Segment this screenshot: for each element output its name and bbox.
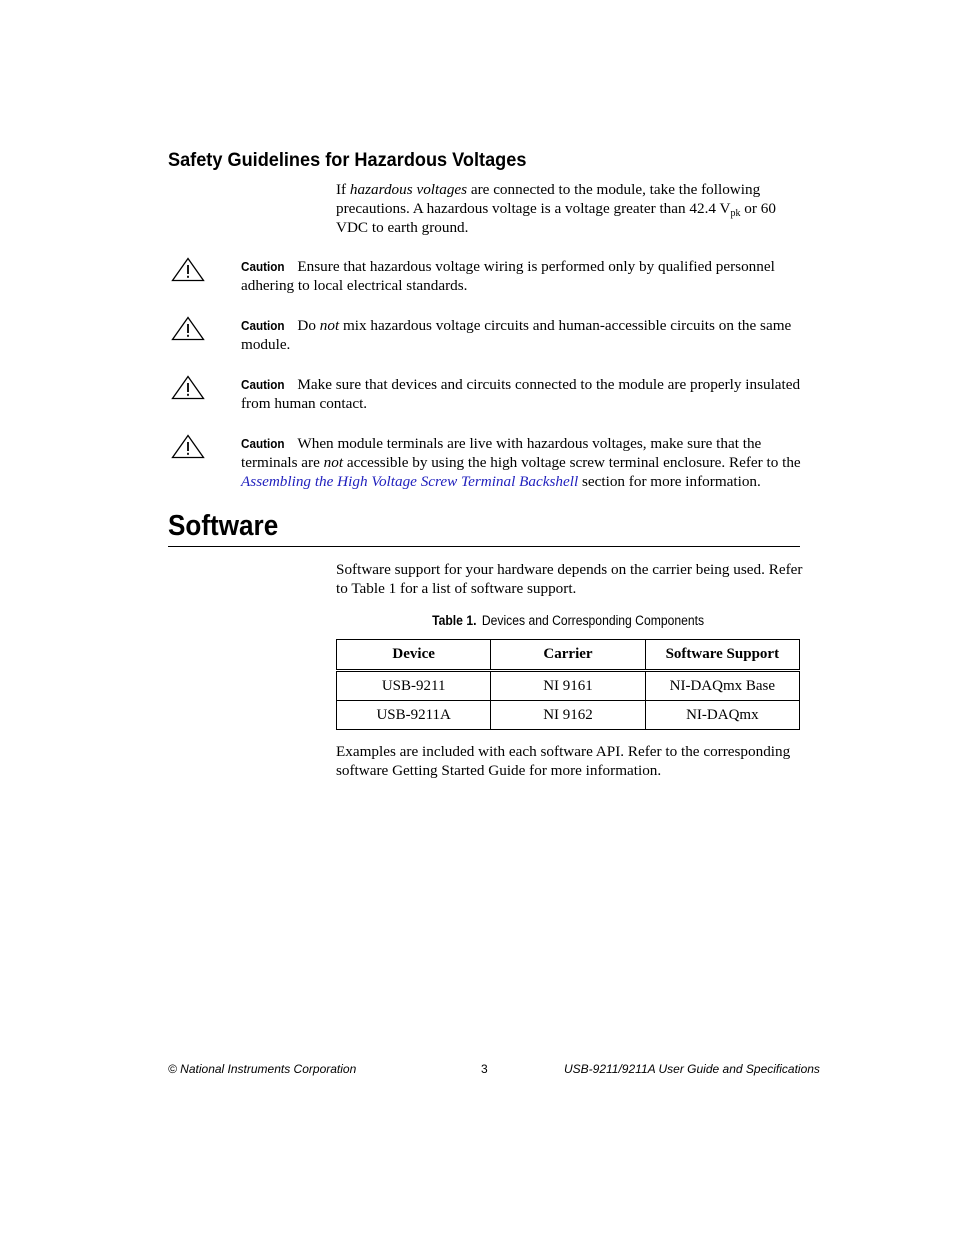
table-cell: NI-DAQmx Base (645, 671, 799, 701)
table-row (337, 671, 800, 701)
warning-triangle-icon (171, 257, 205, 282)
backshell-section-link[interactable]: Assembling the High Voltage Screw Terminal Backshell (241, 473, 579, 490)
footer-page-number: 3 (481, 1062, 488, 1076)
table-caption-text: Devices and Corresponding Components (481, 613, 704, 628)
caution-text: Caution Make sure that devices and circuits connected to the module are properly insulated from human contact. (241, 376, 801, 412)
table-row (337, 701, 800, 730)
caution-label: Caution (241, 259, 285, 274)
caution-text: Caution When module terminals are live with hazardous voltages, make sure that the terminals are not accessible by using the high voltage screw terminal enclosure. Refer to the Assembling the High Voltage Screw Terminal Backshell section for more information. (241, 435, 801, 490)
table-header-cell: Carrier (491, 640, 645, 671)
table-cell: NI 9162 (491, 701, 645, 730)
warning-triangle-icon (171, 434, 205, 459)
table-cell: NI-DAQmx (645, 701, 799, 730)
table-caption-label: Table 1. (432, 613, 477, 628)
caution-label: Caution (241, 318, 285, 333)
table-cell: USB-9211 (337, 671, 491, 701)
software-intro-paragraph: Software support for your hardware depends on the carrier being used. Refer to Table 1 for a list of software support. (336, 561, 803, 597)
footer-document-title: USB-9211/9211A User Guide and Specifications (564, 1062, 820, 1076)
caution-label: Caution (241, 377, 285, 392)
devices-table (336, 639, 800, 730)
section-heading-software: Software (168, 510, 279, 542)
warning-triangle-icon (171, 375, 205, 400)
heading-rule (168, 546, 800, 547)
table-header-row (337, 640, 800, 671)
caution-label: Caution (241, 436, 285, 451)
safety-intro-paragraph: If hazardous voltages are connected to the module, take the following precautions. A hazardous voltage is a voltage greater than 42.4 $V_{pk}$ or 60 VDC to earth ground. (336, 181, 776, 236)
caution-text: Caution Ensure that hazardous voltage wiring is performed only by qualified personnel adhering to local electrical standards. (241, 258, 775, 294)
table-header-cell: Device (337, 640, 491, 671)
caution-text: Caution Do not mix hazardous voltage circuits and human-accessible circuits on the same module. (241, 317, 792, 353)
table-caption (336, 612, 800, 630)
table-cell: NI 9161 (491, 671, 645, 701)
table-cell: USB-9211A (337, 701, 491, 730)
table-header-cell: Software Support (645, 640, 799, 671)
section-heading-safety: Safety Guidelines for Hazardous Voltages (168, 149, 527, 171)
warning-triangle-icon (171, 316, 205, 341)
footer-copyright: © National Instruments Corporation (168, 1062, 357, 1076)
examples-paragraph: Examples are included with each software API. Refer to the corresponding software Getting Started Guide for more information. (336, 743, 791, 779)
